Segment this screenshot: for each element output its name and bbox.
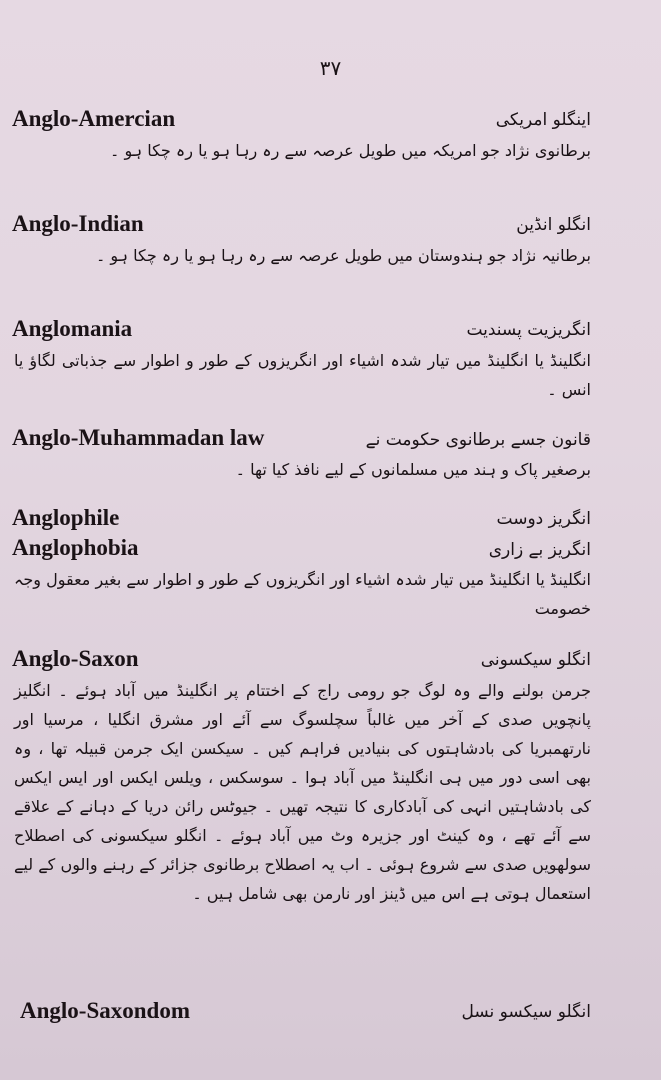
entry-definition: برطانیہ نژاد جو ہندوستان میں طویل عرصہ سے رہ رہا ہو یا رہ چکا ہو ۔ bbox=[95, 246, 591, 265]
entry-urdu-term: انگریزیت پسندیت bbox=[466, 320, 591, 340]
entry-term: Anglomania bbox=[12, 316, 133, 341]
entry-definition: جرمن بولنے والے وہ لوگ جو رومی راج کے اختتام پر انگلینڈ میں آباد ہوئے ۔ انگلیز پانچویں صدی کے آخر میں غالباً سچلسوگ سے آئے اور مشرق انگلیا ، مرسیا اور نارتھمبریا کی بادشاہتوں کی بنیادیں فراہم کیں ۔ سیکسن ایک جرمن قبیلہ تھا ، وہ بھی اسی دور میں ہی انگلینڈ میں آباد ہوا ۔ سوسکس ، ویلس ایکس اور ایس ایکس کی بادشاہتیں انہی کی آبادکاری کا نتیجہ تھیں ۔ جیوٹس رائن دریا کے دہانے کے علاقے سے آئے تھے ، وہ کینٹ اور جزیرہ وٹ میں آباد ہوئے ۔ انگلو سیکسونی کی اصطلاح سولھویں صدی سے شروع ہوئی ۔ اب یہ اصطلاح برطانوی جزائر کے رہنے والوں کے لیے استعمال ہوتی ہے اس میں ڈینز اور نارمن بھی شامل ہیں ۔ bbox=[14, 681, 591, 903]
entry-term: Anglophobia bbox=[12, 535, 139, 560]
entry-urdu-term: اینگلو امریکی bbox=[495, 110, 591, 130]
page-number: ۳۷ bbox=[319, 56, 342, 80]
entry-urdu-term: انگلو انڈین bbox=[516, 215, 591, 235]
entry-definition: برصغیر پاک و ہند میں مسلمانوں کے لیے نافذ کیا تھا ۔ bbox=[235, 460, 591, 479]
entry-definition: انگلینڈ یا انگلینڈ میں تیار شدہ اشیاء اور انگریزوں کے طور و اطوار سے جذباتی لگاؤ یا انس ۔ bbox=[14, 351, 591, 399]
entry-urdu-term: انگریز دوست bbox=[496, 509, 591, 529]
entry-term: Anglo-Amercian bbox=[12, 106, 176, 131]
entry-term: Anglo-Saxon bbox=[12, 646, 139, 671]
entry-urdu-term: انگلو سیکسو نسل bbox=[461, 1002, 591, 1022]
entry-urdu-term: قانون جسے برطانوی حکومت نے bbox=[365, 430, 591, 450]
entry-urdu-term: انگریز بے زاری bbox=[488, 540, 591, 560]
entry-term: Anglophile bbox=[12, 505, 120, 530]
entry-term: Anglo-Indian bbox=[12, 211, 144, 236]
entry-definition: انگلینڈ یا انگلینڈ میں تیار شدہ اشیاء اور انگریزوں کے طور و اطوار سے بغیر معقول وجہ خصومت bbox=[14, 570, 591, 618]
entry-term: Anglo-Muhammadan law bbox=[12, 425, 265, 450]
entry-definition: برطانوی نژاد جو امریکہ میں طویل عرصہ سے رہ رہا ہو یا رہ چکا ہو ۔ bbox=[110, 141, 591, 160]
entry-term: Anglo-Saxondom bbox=[20, 998, 190, 1023]
entry-urdu-term: انگلو سیکسونی bbox=[480, 650, 591, 670]
